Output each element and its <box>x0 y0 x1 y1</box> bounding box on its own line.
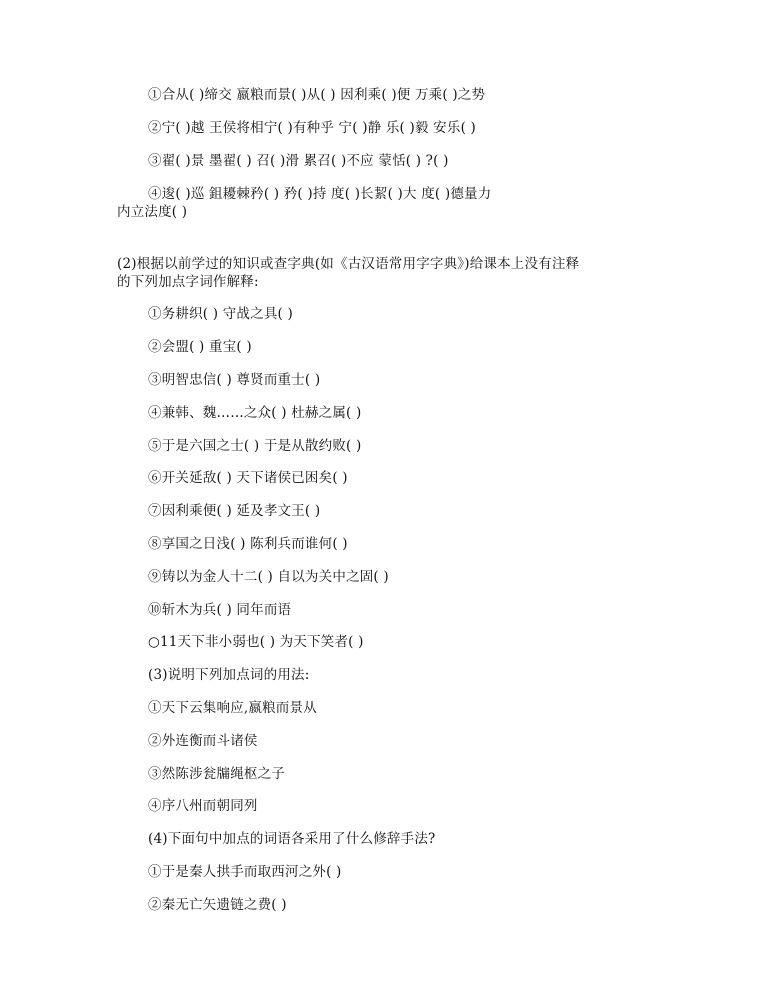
s2-intro-line-1: (2)根据以前学过的知识或查字典(如《古汉语常用字字典》)给课本上没有注释 <box>117 256 580 272</box>
s2-item-11: ○11天下非小弱也( ) 为天下笑者( ) <box>148 634 364 650</box>
s3-title: (3)说明下列加点词的用法: <box>148 667 310 683</box>
s3-item-1: ①天下云集响应,嬴粮而景从 <box>148 700 317 716</box>
s3-item-3: ③然陈涉瓮牖绳枢之子 <box>148 766 285 782</box>
s2-item-5: ⑤于是六国之士( ) 于是从散约败( ) <box>148 438 362 454</box>
s2-item-9: ⑨铸以为金人十二( ) 自以为关中之固( ) <box>148 569 389 585</box>
s2-intro-line-2: 的下列加点字词作解释: <box>117 274 259 290</box>
s2-item-7: ⑦因利乘便( ) 延及孝文王( ) <box>148 503 321 519</box>
s2-item-4: ④兼韩、魏……之众( ) 杜赫之属( ) <box>148 405 362 421</box>
s2-item-6: ⑥开关延敌( ) 天下诸侯已困矣( ) <box>148 470 348 486</box>
s2-item-8: ⑧享国之日浅( ) 陈利兵而谁何( ) <box>148 536 348 552</box>
s1-line-4: ④逡( )巡 鉏耰棘矜( ) 矜( )持 度( )长絜( )大 度( )德量力 <box>148 186 492 202</box>
s4-title: (4)下面句中加点的词语各采用了什么修辞手法? <box>148 831 436 847</box>
s2-item-1: ①务耕织( ) 守战之具( ) <box>148 306 293 322</box>
s3-item-4: ④序八州而朝同列 <box>148 798 258 814</box>
s2-item-10: ⑩斩木为兵( ) 同年而语 <box>148 602 292 618</box>
s3-item-2: ②外连衡而斗诸侯 <box>148 733 258 749</box>
s4-item-1: ①于是秦人拱手而取西河之外( ) <box>148 864 342 880</box>
s1-line-1: ①合从( )缔交 嬴粮而景( )从( ) 因利乘( )便 万乘( )之势 <box>148 87 486 103</box>
s1-line-2: ②宁( )越 王侯将相宁( )有种乎 宁( )静 乐( )毅 安乐( ) <box>148 120 476 136</box>
s1-line-5: 内立法度( ) <box>117 204 188 220</box>
s4-item-2: ②秦无亡矢遗链之费( ) <box>148 897 287 913</box>
s1-line-3: ③翟( )景 墨翟( ) 召( )滑 累召( )不应 蒙恬( ) ?( ) <box>148 153 449 169</box>
s2-item-2: ②会盟( ) 重宝( ) <box>148 339 252 355</box>
s2-item-3: ③明智忠信( ) 尊贤而重士( ) <box>148 372 321 388</box>
